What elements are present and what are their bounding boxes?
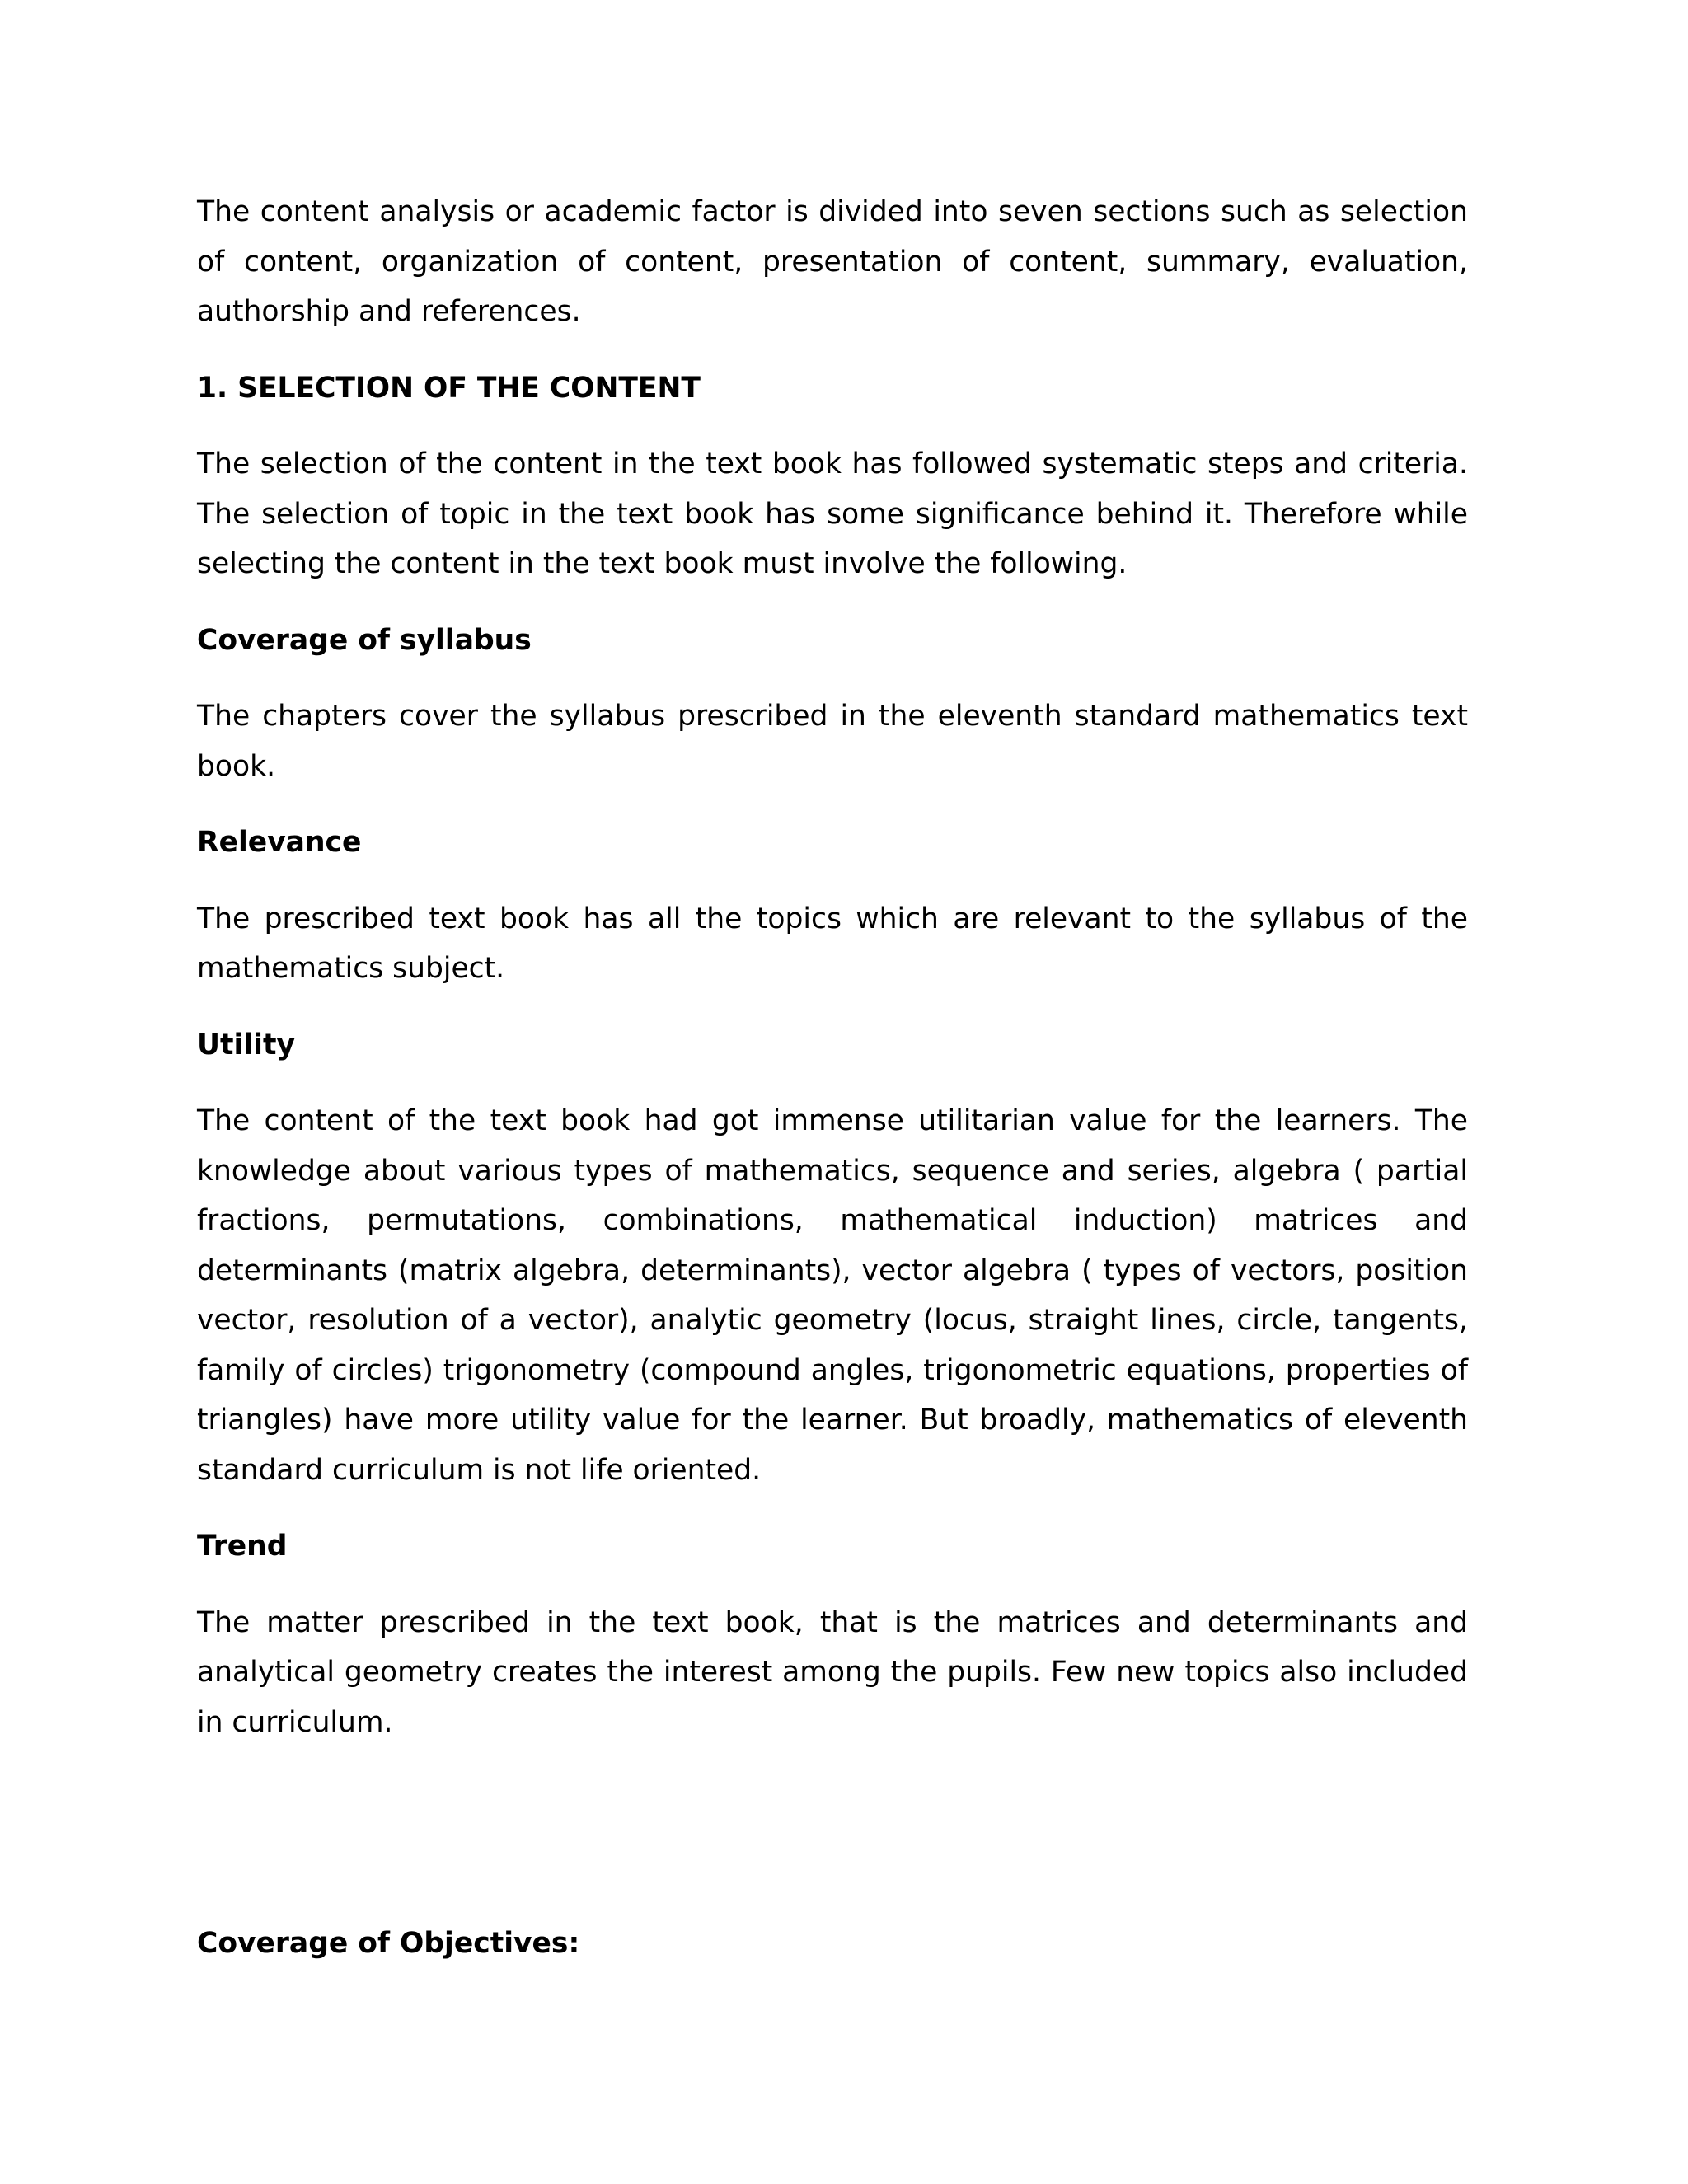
subsection-heading-coverage-of-syllabus: Coverage of syllabus: [197, 623, 532, 657]
intro-paragraph: The content analysis or academic factor is divided into seven sections such as selection of content, organization of content, presentation of content, summary, evaluation, authorship and references.: [197, 195, 1468, 328]
subsection-heading-coverage-of-objectives: Coverage of Objectives:: [197, 1927, 580, 1960]
subsection-heading-trend: Trend: [197, 1530, 288, 1563]
subsection-text-relevance: The prescribed text book has all the topics which are relevant to the syllabus of the mathematics subject.: [197, 902, 1468, 985]
subsection-heading-utility: Utility: [197, 1028, 295, 1062]
section-intro-paragraph: The selection of the content in the text book has followed systematic steps and criteria. The selection of topic in the text book has some significance behind it. Therefore while selecting the content in the text book must involve the following.: [197, 448, 1468, 580]
document-page: [197, 187, 1468, 1969]
subsection-text-trend: The matter prescribed in the text book, that is the matrices and determinants and analytical geometry creates the interest among the pupils. Few new topics also included in curriculum.: [197, 1605, 1468, 1739]
subsection-text-utility: The content of the text book had got immense utilitarian value for the learners. The knowledge about various types of mathematics, sequence and series, algebra ( partial fractions, permutations, combinations, mathematical induction) matrices and determinants (matrix algebra, determinants), vector algebra ( types of vectors, position vector, resolution of a vector), analytic geometry (locus, straight lines, circle, tangents, family of circles) trigonometry (compound angles, trigonometric equations, properties of triangles) have more utility value for the learner. But broadly, mathematics of eleventh standard curriculum is not life oriented.: [197, 1104, 1468, 1487]
subsection-heading-relevance: Relevance: [197, 826, 362, 859]
subsection-text-coverage-of-syllabus: The chapters cover the syllabus prescribed in the eleventh standard mathematics text book.: [197, 700, 1468, 783]
section-heading: 1. SELECTION OF THE CONTENT: [197, 371, 701, 405]
